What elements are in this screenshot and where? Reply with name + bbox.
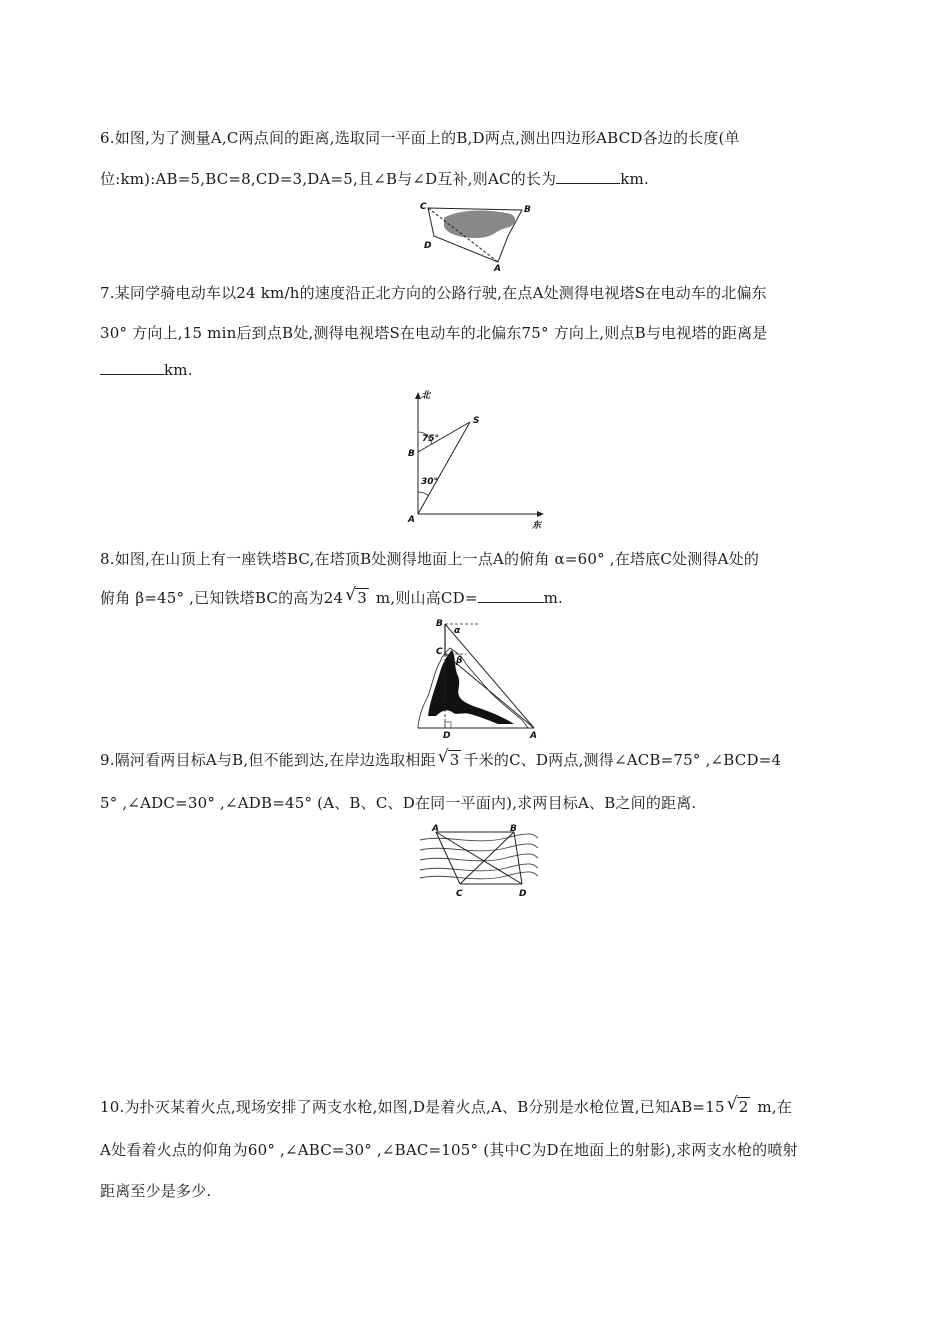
- east-arrow-icon: [537, 511, 544, 517]
- label-c: C: [420, 202, 427, 212]
- q9-line-1-post: 千米的C、D两点,测得∠ACB=75° ,∠BCD=4: [463, 751, 782, 769]
- label-b: B: [408, 449, 415, 459]
- label-a: A: [530, 731, 537, 740]
- label-alpha: α: [454, 626, 461, 636]
- q6-line-2: [100, 168, 649, 189]
- q6-line-1: 6.如图,为了测量A,C两点间的距离,选取同一平面上的B,D两点,测出四边形ABCD各边的长度(单: [100, 129, 740, 147]
- q8-figure: [410, 616, 542, 740]
- label-beta: β: [456, 656, 463, 666]
- q7-line-3: [100, 360, 193, 379]
- q10-line-1-text: 10.为扑灭某着火点,现场安排了两支水枪,如图,D是着火点,A、B分别是水枪位置,已知AB=15: [100, 1098, 725, 1116]
- label-d: D: [424, 241, 432, 251]
- label-angle-30: 30°: [421, 477, 439, 487]
- label-s: S: [473, 416, 480, 426]
- sqrt-symbol: √ 3: [345, 585, 367, 607]
- q7-line-1: 7.某同学骑电动车以24 km/h的速度沿正北方向的公路行驶,在点A处测得电视塔S在电动车的北偏东: [100, 284, 767, 302]
- q8-line-2-text: 俯角 β=45° ,已知铁塔BC的高为24: [100, 589, 344, 607]
- q7-line-2: 30° 方向上,15 min后到点B处,测得电视塔S在电动车的北偏东75° 方向上,则点B与电视塔的距离是: [100, 324, 768, 342]
- q10-line-1: [100, 1096, 792, 1117]
- q10-line-2: A处看着火点的仰角为60° ,∠ABC=30° ,∠BAC=105° (其中C为D在地面上的射影),求两支水枪的喷射: [100, 1141, 798, 1159]
- label-a: A: [494, 264, 501, 272]
- label-b: B: [510, 824, 517, 834]
- q6-figure: [416, 198, 536, 272]
- label-b: B: [436, 619, 443, 629]
- sqrt-symbol: √ 2: [726, 1094, 749, 1116]
- label-angle-75: 75°: [422, 434, 440, 444]
- answer-blank: [556, 169, 620, 184]
- segment-bd: [514, 832, 522, 884]
- label-a: A: [432, 824, 439, 834]
- q8-line-1: 8.如图,在山顶上有一座铁塔BC,在塔顶B处测得地面上一点A的俯角 α=60° ,在塔底C处测得A处的: [100, 550, 760, 568]
- river-wave-2: [420, 844, 538, 851]
- label-north: 北: [421, 391, 431, 401]
- label-east: 东: [532, 521, 542, 530]
- label-c: C: [456, 889, 463, 899]
- q10-line-1-post: m,在: [752, 1098, 793, 1116]
- q8-line-2: [100, 587, 563, 608]
- q6-line-2-text: 位:km):AB=5,BC=8,CD=3,DA=5,且∠B与∠D互补,则AC的长为: [100, 170, 557, 188]
- angle-30-arc: [418, 492, 429, 496]
- segment-ad: [436, 832, 522, 884]
- answer-blank: [100, 360, 164, 375]
- label-c: C: [436, 647, 443, 657]
- label-b: B: [524, 205, 531, 215]
- q10-line-3: 距离至少是多少.: [100, 1182, 212, 1200]
- q6-unit: km.: [620, 170, 649, 188]
- river-wave-3: [420, 854, 538, 861]
- q8-unit: m.: [543, 589, 563, 607]
- q7-figure: [400, 388, 550, 530]
- q8-line-2-mid: m,则山高CD=: [370, 589, 478, 607]
- label-d: D: [443, 731, 451, 740]
- q9-line-2: 5° ,∠ADC=30° ,∠ADB=45° (A、B、C、D在同一平面内),求两目标A、B之间的距离.: [100, 794, 697, 812]
- answer-blank: [478, 588, 544, 603]
- q9-figure: [416, 822, 540, 900]
- sqrt-symbol: √ 3: [437, 747, 460, 769]
- q9-line-1: [100, 749, 781, 770]
- sqrt-radicand: 3: [357, 589, 367, 607]
- sqrt-radicand: 3: [449, 751, 460, 769]
- sqrt-radicand: 2: [738, 1098, 749, 1116]
- q7-unit: km.: [164, 361, 193, 379]
- label-d: D: [519, 889, 527, 899]
- q9-line-1-text: 9.隔河看两目标A与B,但不能到达,在岸边选取相距: [100, 751, 436, 769]
- label-a: A: [408, 515, 415, 525]
- lake-shape: [444, 211, 515, 238]
